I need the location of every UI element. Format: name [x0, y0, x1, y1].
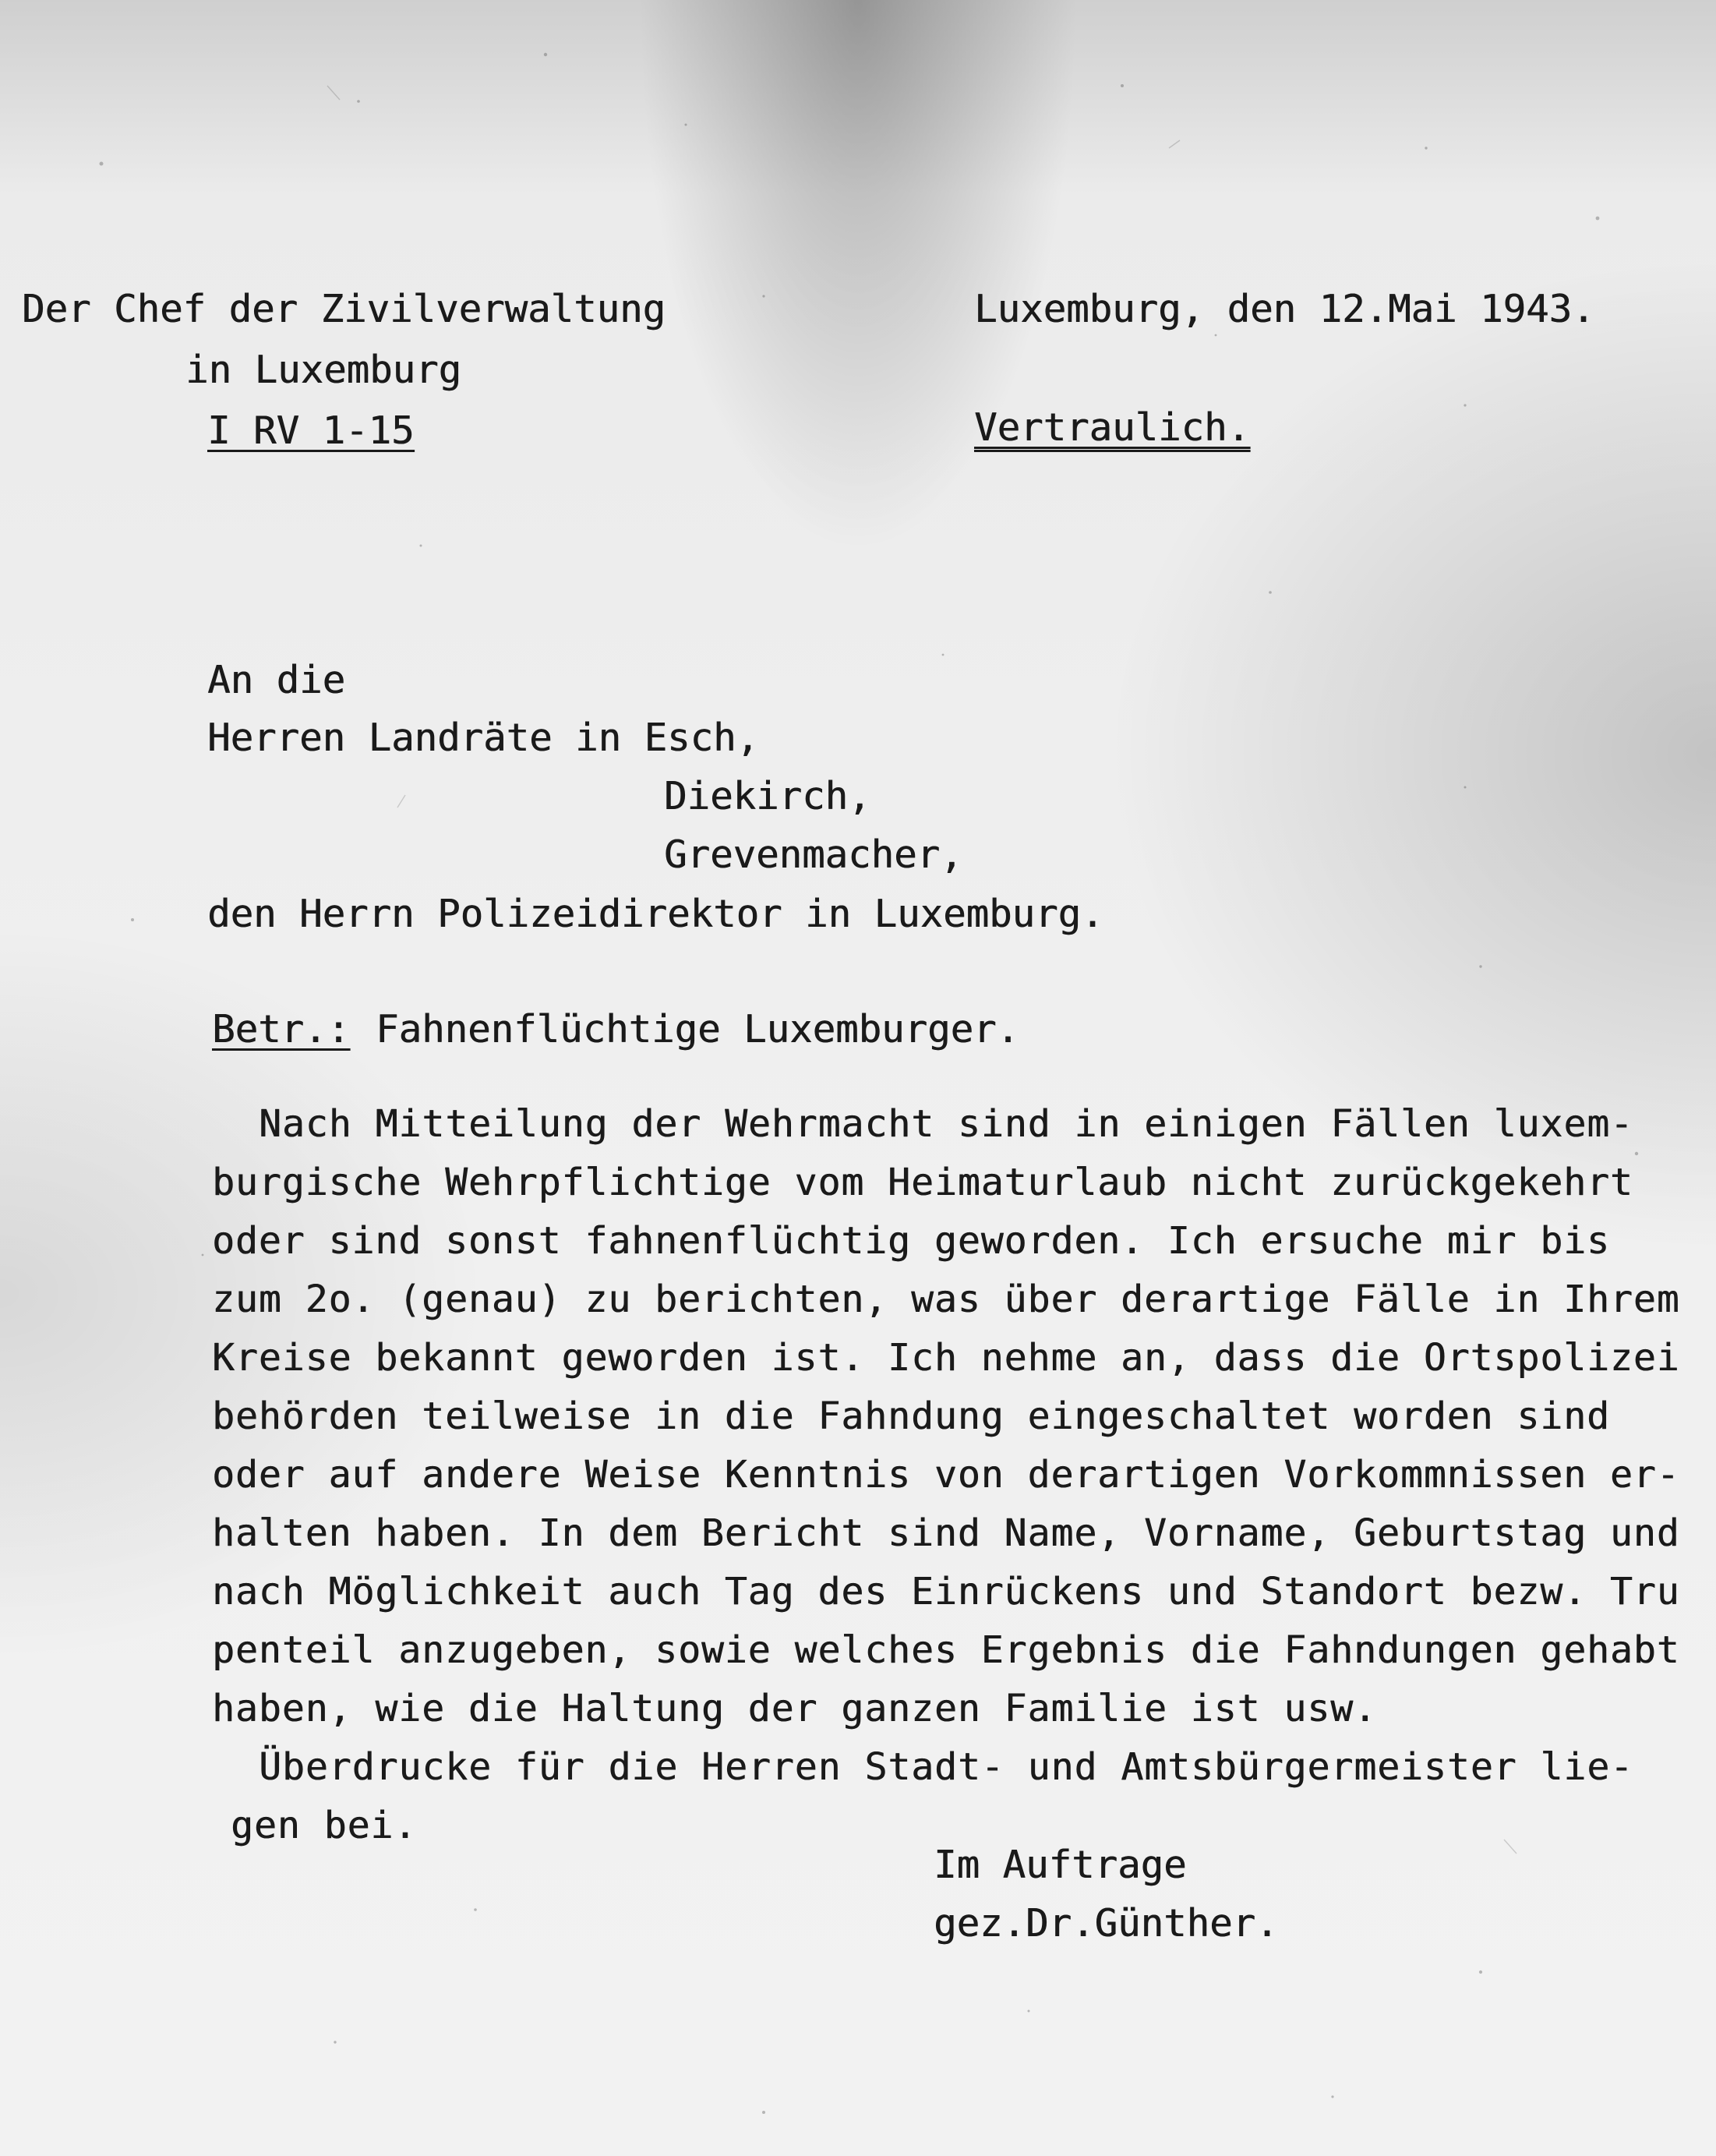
body-line: burgische Wehrpflichtige vom Heimaturlaub nicht zurückgekehrt	[212, 1161, 1633, 1204]
body-line: nach Möglichkeit auch Tag des Einrückens und Standort bezw. Tru	[212, 1570, 1680, 1613]
body-line: behörden teilweise in die Fahndung eingeschaltet worden sind	[212, 1394, 1610, 1438]
recipient-line-esch: Herren Landräte in Esch,	[207, 716, 760, 760]
body-line: Nach Mitteilung der Wehrmacht sind in einigen Fällen luxem-	[259, 1102, 1634, 1146]
sender-line2: in Luxemburg	[185, 348, 462, 392]
classification-label: Vertraulich.	[974, 405, 1251, 450]
body-line: oder sind sonst fahnenflüchtig geworden. Ich ersuche mir bis	[212, 1219, 1610, 1263]
place-and-date: Luxemburg, den 12.Mai 1943.	[974, 287, 1595, 331]
reference-number: I RV 1-15	[207, 408, 415, 453]
recipient-intro: An die	[207, 658, 346, 702]
recipient-line-diekirch: Diekirch,	[664, 774, 871, 818]
subject-label: Betr.:	[212, 1007, 351, 1051]
signature-line2: gez.Dr.Günther.	[934, 1901, 1279, 1946]
body-line: halten haben. In dem Bericht sind Name, Vorname, Geburtstag und	[212, 1511, 1680, 1555]
body-line: Überdrucke für die Herren Stadt- und Amtsbürgermeister lie-	[259, 1745, 1634, 1789]
body-line: gen bei.	[231, 1804, 418, 1847]
body-line: penteil anzugeben, sowie welches Ergebnis die Fahndungen gehabt	[212, 1628, 1680, 1672]
subject-text: Fahnenflüchtige Luxemburger.	[376, 1007, 1020, 1051]
sender-line1: Der Chef der Zivilverwaltung	[22, 287, 666, 331]
body-line: haben, wie die Haltung der ganzen Familie ist usw.	[212, 1687, 1377, 1730]
body-line: Kreise bekannt geworden ist. Ich nehme an, dass die Ortspolizei	[212, 1336, 1680, 1380]
signature-line1: Im Auftrage	[934, 1843, 1187, 1887]
body-line: oder auf andere Weise Kenntnis von derartigen Vorkommnissen er-	[212, 1453, 1680, 1497]
body-line: zum 2o. (genau) zu berichten, was über derartige Fälle in Ihrem	[212, 1278, 1680, 1321]
recipient-line-grevenmacher: Grevenmacher,	[664, 832, 963, 877]
recipient-line-police: den Herrn Polizeidirektor in Luxemburg.	[207, 892, 1104, 936]
